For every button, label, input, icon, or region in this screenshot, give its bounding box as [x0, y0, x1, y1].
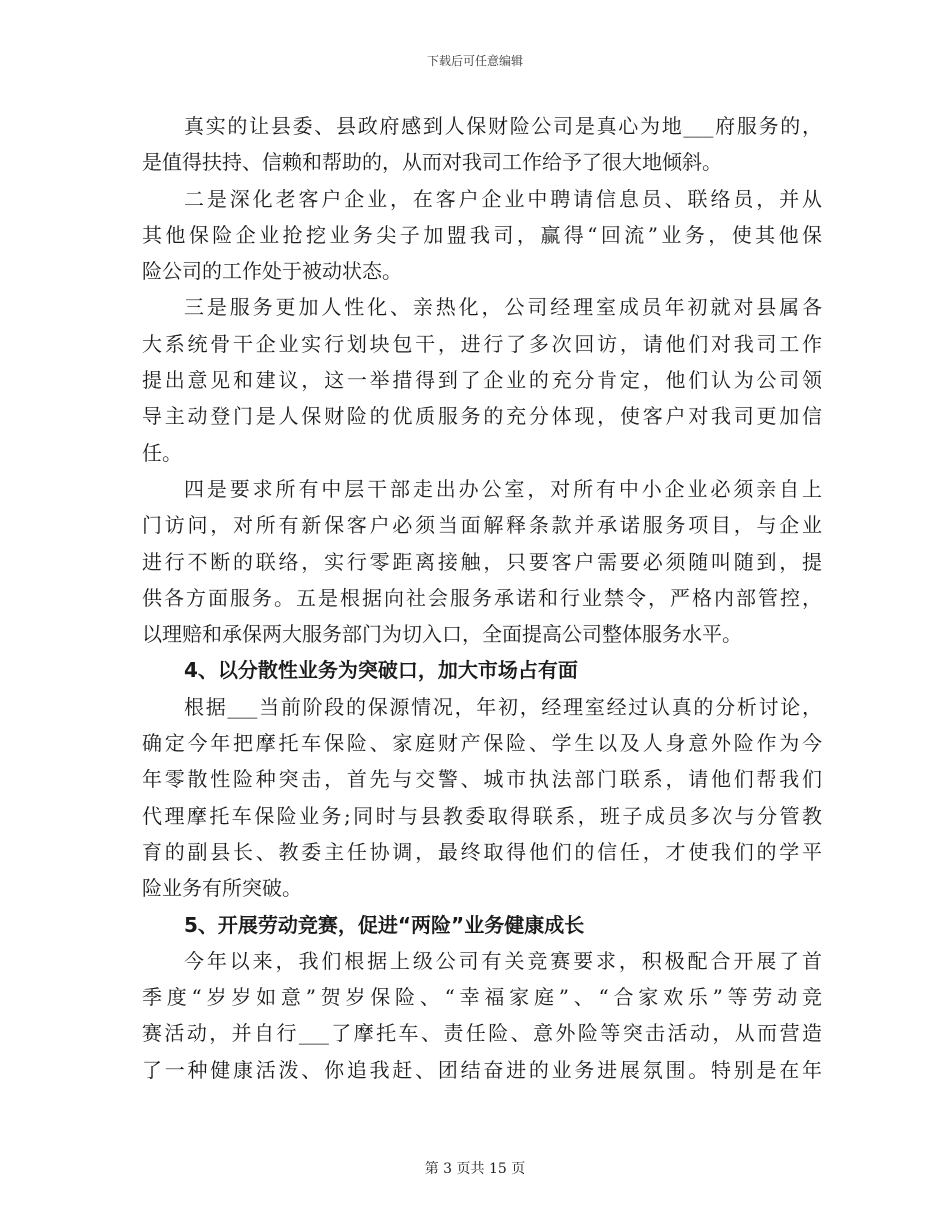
paragraph-line: 季度“岁岁如意”贺岁保险、“幸福家庭”、“合家欢乐”等劳动竞 [142, 985, 822, 1010]
paragraph-line: 险业务有所突破。 [142, 876, 302, 901]
paragraph-line: 年零散性险种突击，首先与交警、城市执法部门联系，请他们帮我们 [142, 767, 822, 792]
paragraph-line: 是值得扶持、信赖和帮助的，从而对我司工作给予了很大地倾斜。 [142, 150, 722, 175]
paragraph-line: 进行不断的联络，实行零距离接触，只要客户需要必须随叫随到，提 [142, 549, 822, 574]
paragraph-line: 提出意见和建议，这一举措得到了企业的充分肯定，他们认为公司领 [142, 368, 822, 393]
paragraph-line: 大系统骨干企业实行划块包干，进行了多次回访，请他们对我司工作 [142, 331, 822, 356]
paragraph-line: 代理摩托车保险业务;同时与县教委取得联系，班子成员多次与分管教 [142, 803, 822, 828]
paragraph-line: 根据___当前阶段的保源情况，年初，经理室经过认真的分析讨论， [184, 694, 822, 719]
paragraph-line: 了一种健康活泼、你追我赶、团结奋进的业务进展氛围。特别是在年 [142, 1057, 822, 1082]
page-footer: 第 3 页共 15 页 [424, 1161, 526, 1177]
paragraph-line: 供各方面服务。五是根据向社会服务承诺和行业禁令，严格内部管控， [142, 585, 822, 610]
paragraph-line: 门访问，对所有新保客户必须当面解释条款并承诺服务项目，与企业 [142, 513, 822, 538]
paragraph-line: 二是深化老客户企业，在客户企业中聘请信息员、联络员，并从 [184, 186, 822, 211]
paragraph-line: 确定今年把摩托车保险、家庭财产保险、学生以及人身意外险作为今 [142, 731, 822, 756]
paragraph-line: 其他保险企业抢挖业务尖子加盟我司，赢得“回流”业务，使其他保 [142, 222, 822, 247]
document-body [142, 108, 822, 1088]
paragraph-line: 导主动登门是人保财险的优质服务的充分体现，使客户对我司更加信 [142, 404, 822, 429]
paragraph-line: 险公司的工作处于被动状态。 [142, 259, 402, 284]
paragraph-line: 赛活动，并自行___了摩托车、责任险、意外险等突击活动，从而营造 [142, 1021, 822, 1046]
page-header: 下载后可任意编辑 [426, 54, 523, 68]
paragraph-line: 育的副县长、教委主任协调，最终取得他们的信任，才使我们的学平 [142, 839, 822, 864]
paragraph-line: 真实的让县委、县政府感到人保财险公司是真心为地___府服务的， [184, 114, 822, 138]
paragraph-line: 任。 [142, 440, 182, 465]
paragraph-line: 以理赔和承保两大服务部门为切入口，全面提高公司整体服务水平。 [142, 622, 742, 647]
section-heading: 4、以分散性业务为突破口，加大市场占有面 [184, 658, 578, 683]
section-heading: 5、开展劳动竞赛，促进“两险”业务健康成长 [184, 912, 585, 937]
paragraph-line: 今年以来，我们根据上级公司有关竞赛要求，积极配合开展了首 [184, 948, 822, 973]
paragraph-line: 四是要求所有中层干部走出办公室，对所有中小企业必须亲自上 [184, 476, 822, 501]
paragraph-line: 三是服务更加人性化、亲热化，公司经理室成员年初就对县属各 [184, 295, 822, 320]
